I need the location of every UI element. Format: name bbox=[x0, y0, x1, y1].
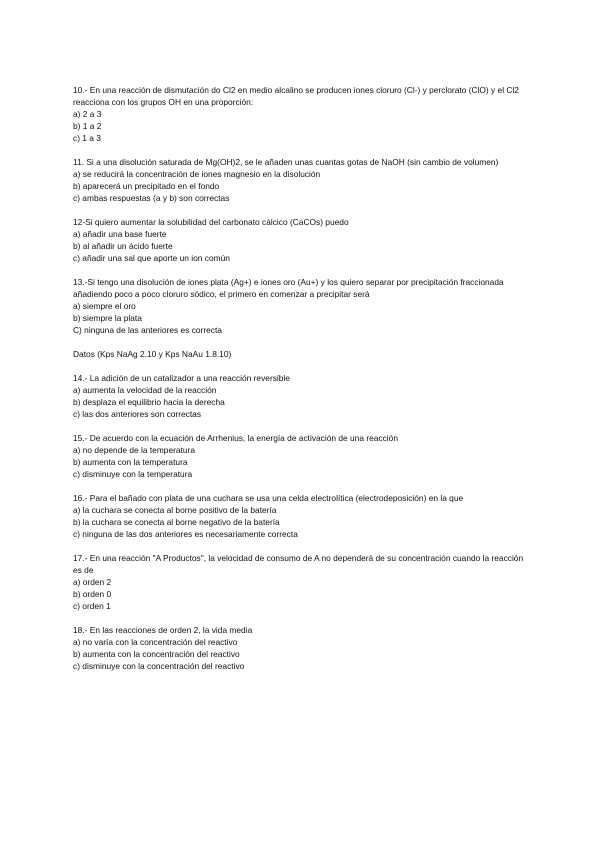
option-c: c) 1 a 3 bbox=[73, 133, 101, 143]
question-text: 18.- En las reacciones de orden 2, la vida media bbox=[73, 625, 253, 635]
option-c: c) ambas respuestas (a y b) son correctas bbox=[73, 193, 230, 203]
option-b: b) siempre la plata bbox=[73, 313, 142, 323]
option-a: a) no depende de la temperatura bbox=[73, 445, 195, 455]
question-15 bbox=[73, 432, 533, 480]
option-b: b) orden 0 bbox=[73, 589, 112, 599]
question-17 bbox=[73, 552, 533, 612]
option-a: a) la cuchara se conecta al borne positivo de la batería bbox=[73, 505, 277, 515]
option-c: c) añadir una sal que aporte un ion común bbox=[73, 253, 230, 263]
option-c: c) las dos anteriores son correctas bbox=[73, 409, 202, 419]
question-text: 10.- En una reacción de dismutación do Cl2 en medio alcalino se producen iones cloruro (Cl-) y perclorato (ClO) y el Cl2 reacciona con los grupos OH en una proporción: bbox=[73, 85, 519, 107]
question-text: 13.-Si tengo una disolución de iones plata (Ag+) e iones oro (Au+) y los quiero separar por precipitación fraccionada añadiendo poco a poco cloruro sódico, el primero en comenzar a precipitar será bbox=[73, 277, 504, 299]
option-b: b) aparecerá un precipitado en el fondo bbox=[73, 181, 220, 191]
option-b: b) la cuchara se conecta al borne negativo de la batería bbox=[73, 517, 280, 527]
option-c: C) ninguna de las anteriores es correcta bbox=[73, 325, 222, 335]
question-10 bbox=[73, 84, 533, 144]
question-text: 12-Si quiero aumentar la solubilidad del carbonato cálcico (CaCOs) puedo bbox=[73, 217, 349, 227]
question-text: 14.- La adición de un catalizador a una reacción reversible bbox=[73, 373, 290, 383]
option-c: c) orden 1 bbox=[73, 601, 111, 611]
option-a: a) no varía con la concentración del reactivo bbox=[73, 637, 238, 647]
option-a: a) añadir una base fuerte bbox=[73, 229, 167, 239]
question-text: 15.- De acuerdo con la ecuación de Arrhenius, la energía de activación de una reacción bbox=[73, 433, 398, 443]
question-18 bbox=[73, 624, 533, 672]
option-a: a) se reducirá la concentración de iones magnesio en la disolución bbox=[73, 169, 321, 179]
option-a: a) orden 2 bbox=[73, 577, 112, 587]
option-c: c) ninguna de las dos anteriores es necesariamente correcta bbox=[73, 529, 298, 539]
option-b: b) aumenta con la concentración del reactivo bbox=[73, 649, 240, 659]
question-text: 16.- Para el bañado con plata de una cuchara se usa una celda electrolítica (electrodeposición) en la que bbox=[73, 493, 464, 503]
option-b: b) desplaza el equilibrio hacia la derecha bbox=[73, 397, 225, 407]
document-page bbox=[73, 84, 533, 684]
question-11 bbox=[73, 156, 533, 204]
option-c: c) disminuye con la concentración del reactivo bbox=[73, 661, 245, 671]
question-12 bbox=[73, 216, 533, 264]
option-c: c) disminuye con la temperatura bbox=[73, 469, 193, 479]
question-13 bbox=[73, 276, 533, 336]
question-text: 17.- En una reacción "A Productos", la velocidad de consumo de A no dependerá de su concentración cuando la reacción es de bbox=[73, 553, 524, 575]
question-16 bbox=[73, 492, 533, 540]
question-14 bbox=[73, 372, 533, 420]
option-b: b) aumenta con la temperatura bbox=[73, 457, 188, 467]
option-a: a) aumenta la velocidad de la reacción bbox=[73, 385, 217, 395]
option-a: a) siempre el oro bbox=[73, 301, 136, 311]
option-b: b) 1 a 2 bbox=[73, 121, 102, 131]
data-note: Datos (Kps NaAg 2.10 y Kps NaAu 1.8.10) bbox=[73, 349, 232, 359]
option-a: a) 2 a 3 bbox=[73, 109, 102, 119]
option-b: b) al añadir un ácido fuerte bbox=[73, 241, 173, 251]
question-text: 11. Si a una disolución saturada de Mg(OH)2, se le añaden unas cuantas gotas de NaOH (sin cambio de volumen) bbox=[73, 157, 499, 167]
